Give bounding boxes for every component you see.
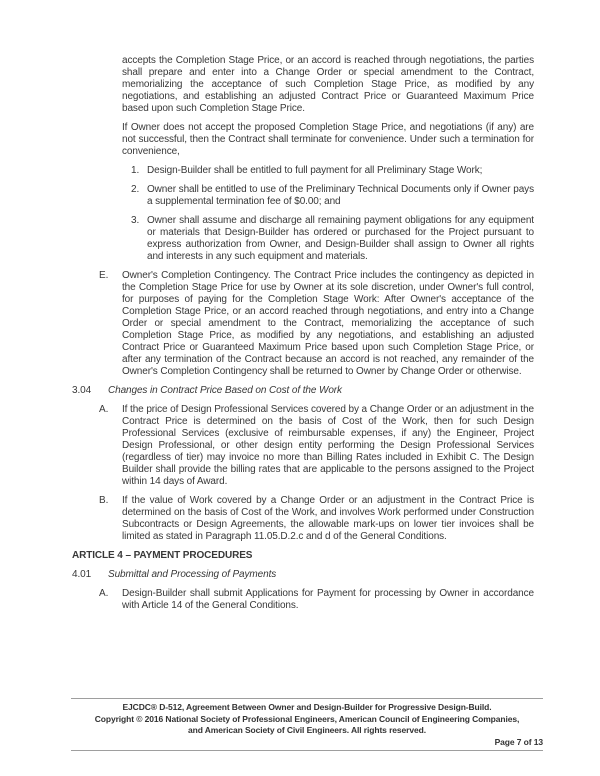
lettered-paragraph-3-04-b	[99, 495, 534, 543]
section-title: Changes in Contract Price Based on Cost of the Work	[108, 385, 342, 396]
list-item-text: Owner shall be entitled to use of the Preliminary Technical Documents only if Owner pays a supplemental termination fee of $0.00; and	[147, 184, 534, 207]
paragraph-text: Owner's Completion Contingency. The Contract Price includes the contingency as depicted in the Completion Stage Price for use by Owner at its sole discretion, under Owner's full control, for purposes of paying for the Completion Stage Work: After Owner's acceptance of the Completion Stage Price, or an accord reached through negotiations, and entry into a Change Order or special amendment to the Contract, memorializing the acceptance of such Completion Stage Price, as modified by any negotiations, and establishing an adjusted Contract Price or Guaranteed Maximum Price based upon such Completion Stage Price, or after any termination of the Contract because an accord is not reached, any remainder of the Owner's Completion Contingency shall be returned to Owner by Change Order or otherwise.	[122, 270, 534, 377]
list-item	[131, 184, 534, 208]
article-heading: ARTICLE 4 – PAYMENT PROCEDURES	[72, 550, 253, 561]
paragraph-letter-label: A.	[99, 404, 109, 415]
section-heading-3-04	[72, 385, 534, 397]
paragraph-text: Design-Builder shall submit Applications for Payment for processing by Owner in accordance with Article 14 of the General Conditions.	[122, 588, 534, 611]
lettered-paragraph-3-04-a	[99, 404, 534, 488]
section-number: 3.04	[72, 385, 92, 396]
section-title: Submittal and Processing of Payments	[108, 569, 277, 580]
footer-copyright-line2: and American Society of Civil Engineers. All rights reserved.	[188, 725, 426, 735]
paragraph-letter-label: A.	[99, 588, 109, 599]
list-item-number: 1.	[131, 165, 140, 176]
footer-bottom-rule	[71, 750, 543, 751]
paragraph-letter-label: E.	[99, 270, 109, 281]
document-body	[0, 55, 600, 619]
paragraph-completion-stage-continuation: accepts the Completion Stage Price, or an accord is reached through negotiations, the parties shall prepare and enter into a Change Order or special amendment to the Contract, memorializing the acceptance of such Completion Stage Price, as modified by any negotiations, and establishing an adjusted Contract Price or Guaranteed Maximum Price based upon such Completion Stage Price.	[122, 55, 534, 114]
list-item-text: Owner shall assume and discharge all remaining payment obligations for any equipment or materials that Design-Builder has ordered or purchased for the Project pursuant to express authorization from Owner, and Design-Builder shall assign to Owner all rights and interests in any such equipment and materials.	[147, 215, 534, 262]
section-heading-4-01	[72, 569, 534, 581]
page-number: Page 7 of 13	[494, 736, 543, 747]
paragraph-text: If the value of Work covered by a Change Order or an adjustment in the Contract Price is determined on the basis of Cost of the Work, and involves Work performed under Construction Subcontracts or Design Agreements, the allowable mark-ups on lower tier invoices shall be limited as stated in Paragraph 11.05.D.2.c and d of the General Conditions.	[122, 495, 534, 542]
paragraph-termination-for-convenience: If Owner does not accept the proposed Completion Stage Price, and negotiations (if any) are not successful, then the Contract shall terminate for convenience. Under such a termination for convenience,	[122, 122, 534, 157]
list-item	[131, 215, 534, 263]
list-item-number: 3.	[131, 215, 140, 226]
list-item-text: Design-Builder shall be entitled to full payment for all Preliminary Stage Work;	[147, 165, 483, 176]
paragraph-letter-label: B.	[99, 495, 109, 506]
lettered-paragraph-4-01-a	[99, 588, 534, 612]
footer-text-block	[71, 699, 543, 750]
list-item-number: 2.	[131, 184, 140, 195]
footer-document-title: EJCDC® D-512, Agreement Between Owner and Design-Builder for Progressive Design-Build.	[122, 702, 492, 712]
list-item	[131, 165, 534, 177]
footer-copyright-line: Copyright © 2016 National Society of Professional Engineers, American Council of Engineering Companies,	[94, 713, 520, 724]
lettered-paragraph-e	[99, 270, 534, 378]
paragraph-text: If the price of Design Professional Services covered by a Change Order or an adjustment in the Contract Price is determined on the basis of Cost of the Work, then for such Design Professional Services (exclusive of reimbursable expenses, if any) the Engineer, Project Design Professional, or other design entity performing the Design Professional Services (regardless of tier) may invoice no more than Billing Rates included in Exhibit C. The Design Builder shall provide the billing rates that are applicable to the persons assigned to the Project within 14 days of Award.	[122, 404, 534, 487]
page-footer	[71, 698, 543, 751]
section-number: 4.01	[72, 569, 92, 580]
